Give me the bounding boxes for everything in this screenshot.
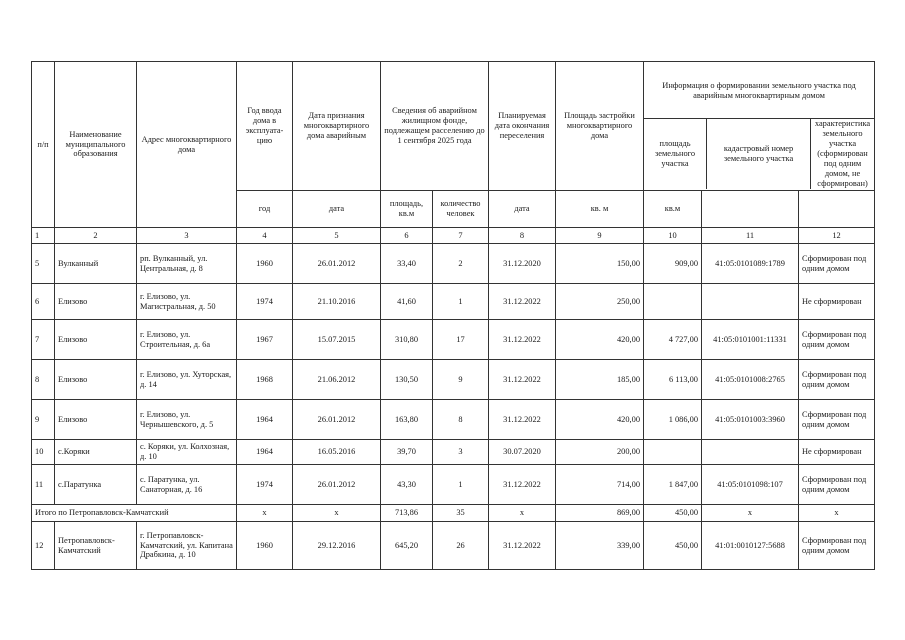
table-cell: 420,00 (556, 320, 644, 360)
table-row (32, 244, 875, 284)
table-cell: 7 (32, 320, 55, 360)
unit-area: площадь, кв.м (381, 191, 433, 228)
column-number: 2 (55, 228, 137, 244)
table-cell (644, 284, 702, 320)
header-land-info: Информация о формировании земельного участка под аварийным многоквартирным домом (644, 64, 874, 120)
unit-date: дата (293, 191, 381, 228)
table-cell: 30.07.2020 (489, 440, 556, 465)
table-cell: 714,00 (556, 465, 644, 505)
table-cell: 31.12.2020 (489, 244, 556, 284)
total-cell: 450,00 (644, 505, 702, 522)
header-municipality: Наименование муниципального образования (55, 62, 137, 228)
table-cell: 4 727,00 (644, 320, 702, 360)
table-cell: Не сформирован (799, 284, 875, 320)
total-row (32, 505, 875, 522)
table-cell: 1974 (237, 284, 293, 320)
table-cell: 130,50 (381, 360, 433, 400)
table-cell: 26.01.2012 (293, 244, 381, 284)
table-cell: Сформирован под одним домом (799, 522, 875, 570)
table-cell: 909,00 (644, 244, 702, 284)
table-cell: Сформирован под одним домом (799, 400, 875, 440)
unit-date2: дата (489, 191, 556, 228)
table-cell: 6 113,00 (644, 360, 702, 400)
column-number: 10 (644, 228, 702, 244)
table-row (32, 400, 875, 440)
table-cell: 185,00 (556, 360, 644, 400)
table-cell: 26.01.2012 (293, 400, 381, 440)
total-cell: 869,00 (556, 505, 644, 522)
table-cell: 1 (433, 284, 489, 320)
table-cell: 8 (32, 360, 55, 400)
header-land-char: характеристика земельного участка (сформирован под одним домом, не сформирован) (814, 119, 871, 188)
table-cell: 31.12.2022 (489, 360, 556, 400)
table-cell: 31.12.2022 (489, 400, 556, 440)
unit-people: количество человек (433, 191, 489, 228)
table-cell: Сформирован под одним домом (799, 320, 875, 360)
table-row (32, 284, 875, 320)
table-cell: 1960 (237, 244, 293, 284)
table-cell: 1 (433, 465, 489, 505)
total-cell: х (489, 505, 556, 522)
column-number: 1 (32, 228, 55, 244)
table-cell: г. Елизово, ул. Чернышевского, д. 5 (137, 400, 237, 440)
table-cell: 17 (433, 320, 489, 360)
table-cell: Сформирован под одним домом (799, 360, 875, 400)
table-cell: г. Елизово, ул. Магистральная, д. 50 (137, 284, 237, 320)
table-cell: Петропавловск-Камчатский (55, 522, 137, 570)
table-cell: 41:05:0101003:3960 (702, 400, 799, 440)
total-label: Итого по Петропавловск-Камчатский (32, 505, 237, 522)
total-cell: х (293, 505, 381, 522)
table-cell: Елизово (55, 284, 137, 320)
table-cell: Сформирован под одним домом (799, 244, 875, 284)
unit-sqm: кв. м (556, 191, 644, 228)
unit-empty-cadastral (702, 191, 799, 228)
table-cell: Не сформирован (799, 440, 875, 465)
table-cell: 33,40 (381, 244, 433, 284)
table-cell: 41:05:0101001:11331 (702, 320, 799, 360)
header-year: Год ввода дома в эксплуата-цию (237, 62, 293, 191)
table-cell: Сформирован под одним домом (799, 465, 875, 505)
table-cell: 10 (32, 440, 55, 465)
header-declared: Дата признания многоквартирного дома аварийным (293, 62, 381, 191)
table-cell: 339,00 (556, 522, 644, 570)
table-cell: 1974 (237, 465, 293, 505)
table-cell: 1967 (237, 320, 293, 360)
column-number: 6 (381, 228, 433, 244)
table-cell: с. Паратунка, ул. Санаторная, д. 16 (137, 465, 237, 505)
table-cell: 31.12.2022 (489, 320, 556, 360)
table-cell: 43,30 (381, 465, 433, 505)
table-cell: 250,00 (556, 284, 644, 320)
header-num: п/п (32, 62, 55, 228)
table-cell: 150,00 (556, 244, 644, 284)
table-cell: 1964 (237, 400, 293, 440)
column-number: 8 (489, 228, 556, 244)
column-number: 11 (702, 228, 799, 244)
column-number: 3 (137, 228, 237, 244)
table-cell: 200,00 (556, 440, 644, 465)
table-cell: 1964 (237, 440, 293, 465)
table-cell: 1968 (237, 360, 293, 400)
total-cell: 35 (433, 505, 489, 522)
header-row (32, 62, 875, 191)
table-cell: 12 (32, 522, 55, 570)
table-cell: 6 (32, 284, 55, 320)
table-cell: 26 (433, 522, 489, 570)
table-cell: 21.10.2016 (293, 284, 381, 320)
table-cell: с. Коряки, ул. Колхозная, д. 10 (137, 440, 237, 465)
header-land-group (644, 62, 875, 191)
table-cell (702, 440, 799, 465)
table-cell: 11 (32, 465, 55, 505)
table-cell: 450,00 (644, 522, 702, 570)
table-cell: 31.12.2022 (489, 465, 556, 505)
column-number: 5 (293, 228, 381, 244)
table-cell: Вулканный (55, 244, 137, 284)
table-cell: с.Паратунка (55, 465, 137, 505)
table-cell: 41:05:0101089:1789 (702, 244, 799, 284)
table-cell: 31.12.2022 (489, 284, 556, 320)
table-cell (702, 284, 799, 320)
table-row (32, 360, 875, 400)
total-cell: 713,86 (381, 505, 433, 522)
unit-empty-char (799, 191, 875, 228)
table-cell: 21.06.2012 (293, 360, 381, 400)
header-planned: Планируемая дата окончания переселения (489, 62, 556, 191)
column-number: 7 (433, 228, 489, 244)
column-number: 12 (799, 228, 875, 244)
table-cell: 9 (32, 400, 55, 440)
table-cell: 1960 (237, 522, 293, 570)
table-cell: 9 (433, 360, 489, 400)
column-number-row (32, 228, 875, 244)
table-cell: 15.07.2015 (293, 320, 381, 360)
unit-sqm2: кв.м (644, 191, 702, 228)
table-cell: г. Елизово, ул. Хуторская, д. 14 (137, 360, 237, 400)
header-cadastral: кадастровый номер земельного участка (707, 119, 811, 188)
table-cell: 41:05:0101008:2765 (702, 360, 799, 400)
table-cell: 5 (32, 244, 55, 284)
unit-year: год (237, 191, 293, 228)
table-cell: 3 (433, 440, 489, 465)
table-cell: 29.12.2016 (293, 522, 381, 570)
table-cell: 26.01.2012 (293, 465, 381, 505)
table-cell: 31.12.2022 (489, 522, 556, 570)
header-fund: Сведения об аварийном жилищном фонде, подлежащем расселению до 1 сентября 2025 года (381, 62, 489, 191)
table-cell: 8 (433, 400, 489, 440)
table-row (32, 465, 875, 505)
table-cell: Елизово (55, 360, 137, 400)
column-number: 9 (556, 228, 644, 244)
table-cell (644, 440, 702, 465)
header-address: Адрес многоквартирного дома (137, 62, 237, 228)
table-cell: 41,60 (381, 284, 433, 320)
table-cell: 310,80 (381, 320, 433, 360)
table-cell: Елизово (55, 400, 137, 440)
table-cell: 41:05:0101098:107 (702, 465, 799, 505)
table-cell: 16.05.2016 (293, 440, 381, 465)
table-row (32, 320, 875, 360)
table-row (32, 440, 875, 465)
total-cell: х (237, 505, 293, 522)
table-cell: 1 086,00 (644, 400, 702, 440)
table-cell: 645,20 (381, 522, 433, 570)
emergency-housing-table (31, 61, 875, 570)
table-cell: 420,00 (556, 400, 644, 440)
table-cell: г. Петропавловск-Камчатский, ул. Капитана Драбкина, д. 10 (137, 522, 237, 570)
table-cell: 41:01:0010127:5688 (702, 522, 799, 570)
table-cell: 39,70 (381, 440, 433, 465)
table-cell: с.Коряки (55, 440, 137, 465)
column-number: 4 (237, 228, 293, 244)
total-cell: х (702, 505, 799, 522)
table-cell: Елизово (55, 320, 137, 360)
table-row (32, 522, 875, 570)
header-land-area: площадь земельного участка (644, 119, 707, 188)
total-cell: х (799, 505, 875, 522)
table-cell: г. Елизово, ул. Строительная, д. 6а (137, 320, 237, 360)
table-cell: 163,80 (381, 400, 433, 440)
table-cell: рп. Вулканный, ул. Центральная, д. 8 (137, 244, 237, 284)
table-cell: 2 (433, 244, 489, 284)
table-cell: 1 847,00 (644, 465, 702, 505)
header-built-area: Площадь застройки многоквартирного дома (556, 62, 644, 191)
